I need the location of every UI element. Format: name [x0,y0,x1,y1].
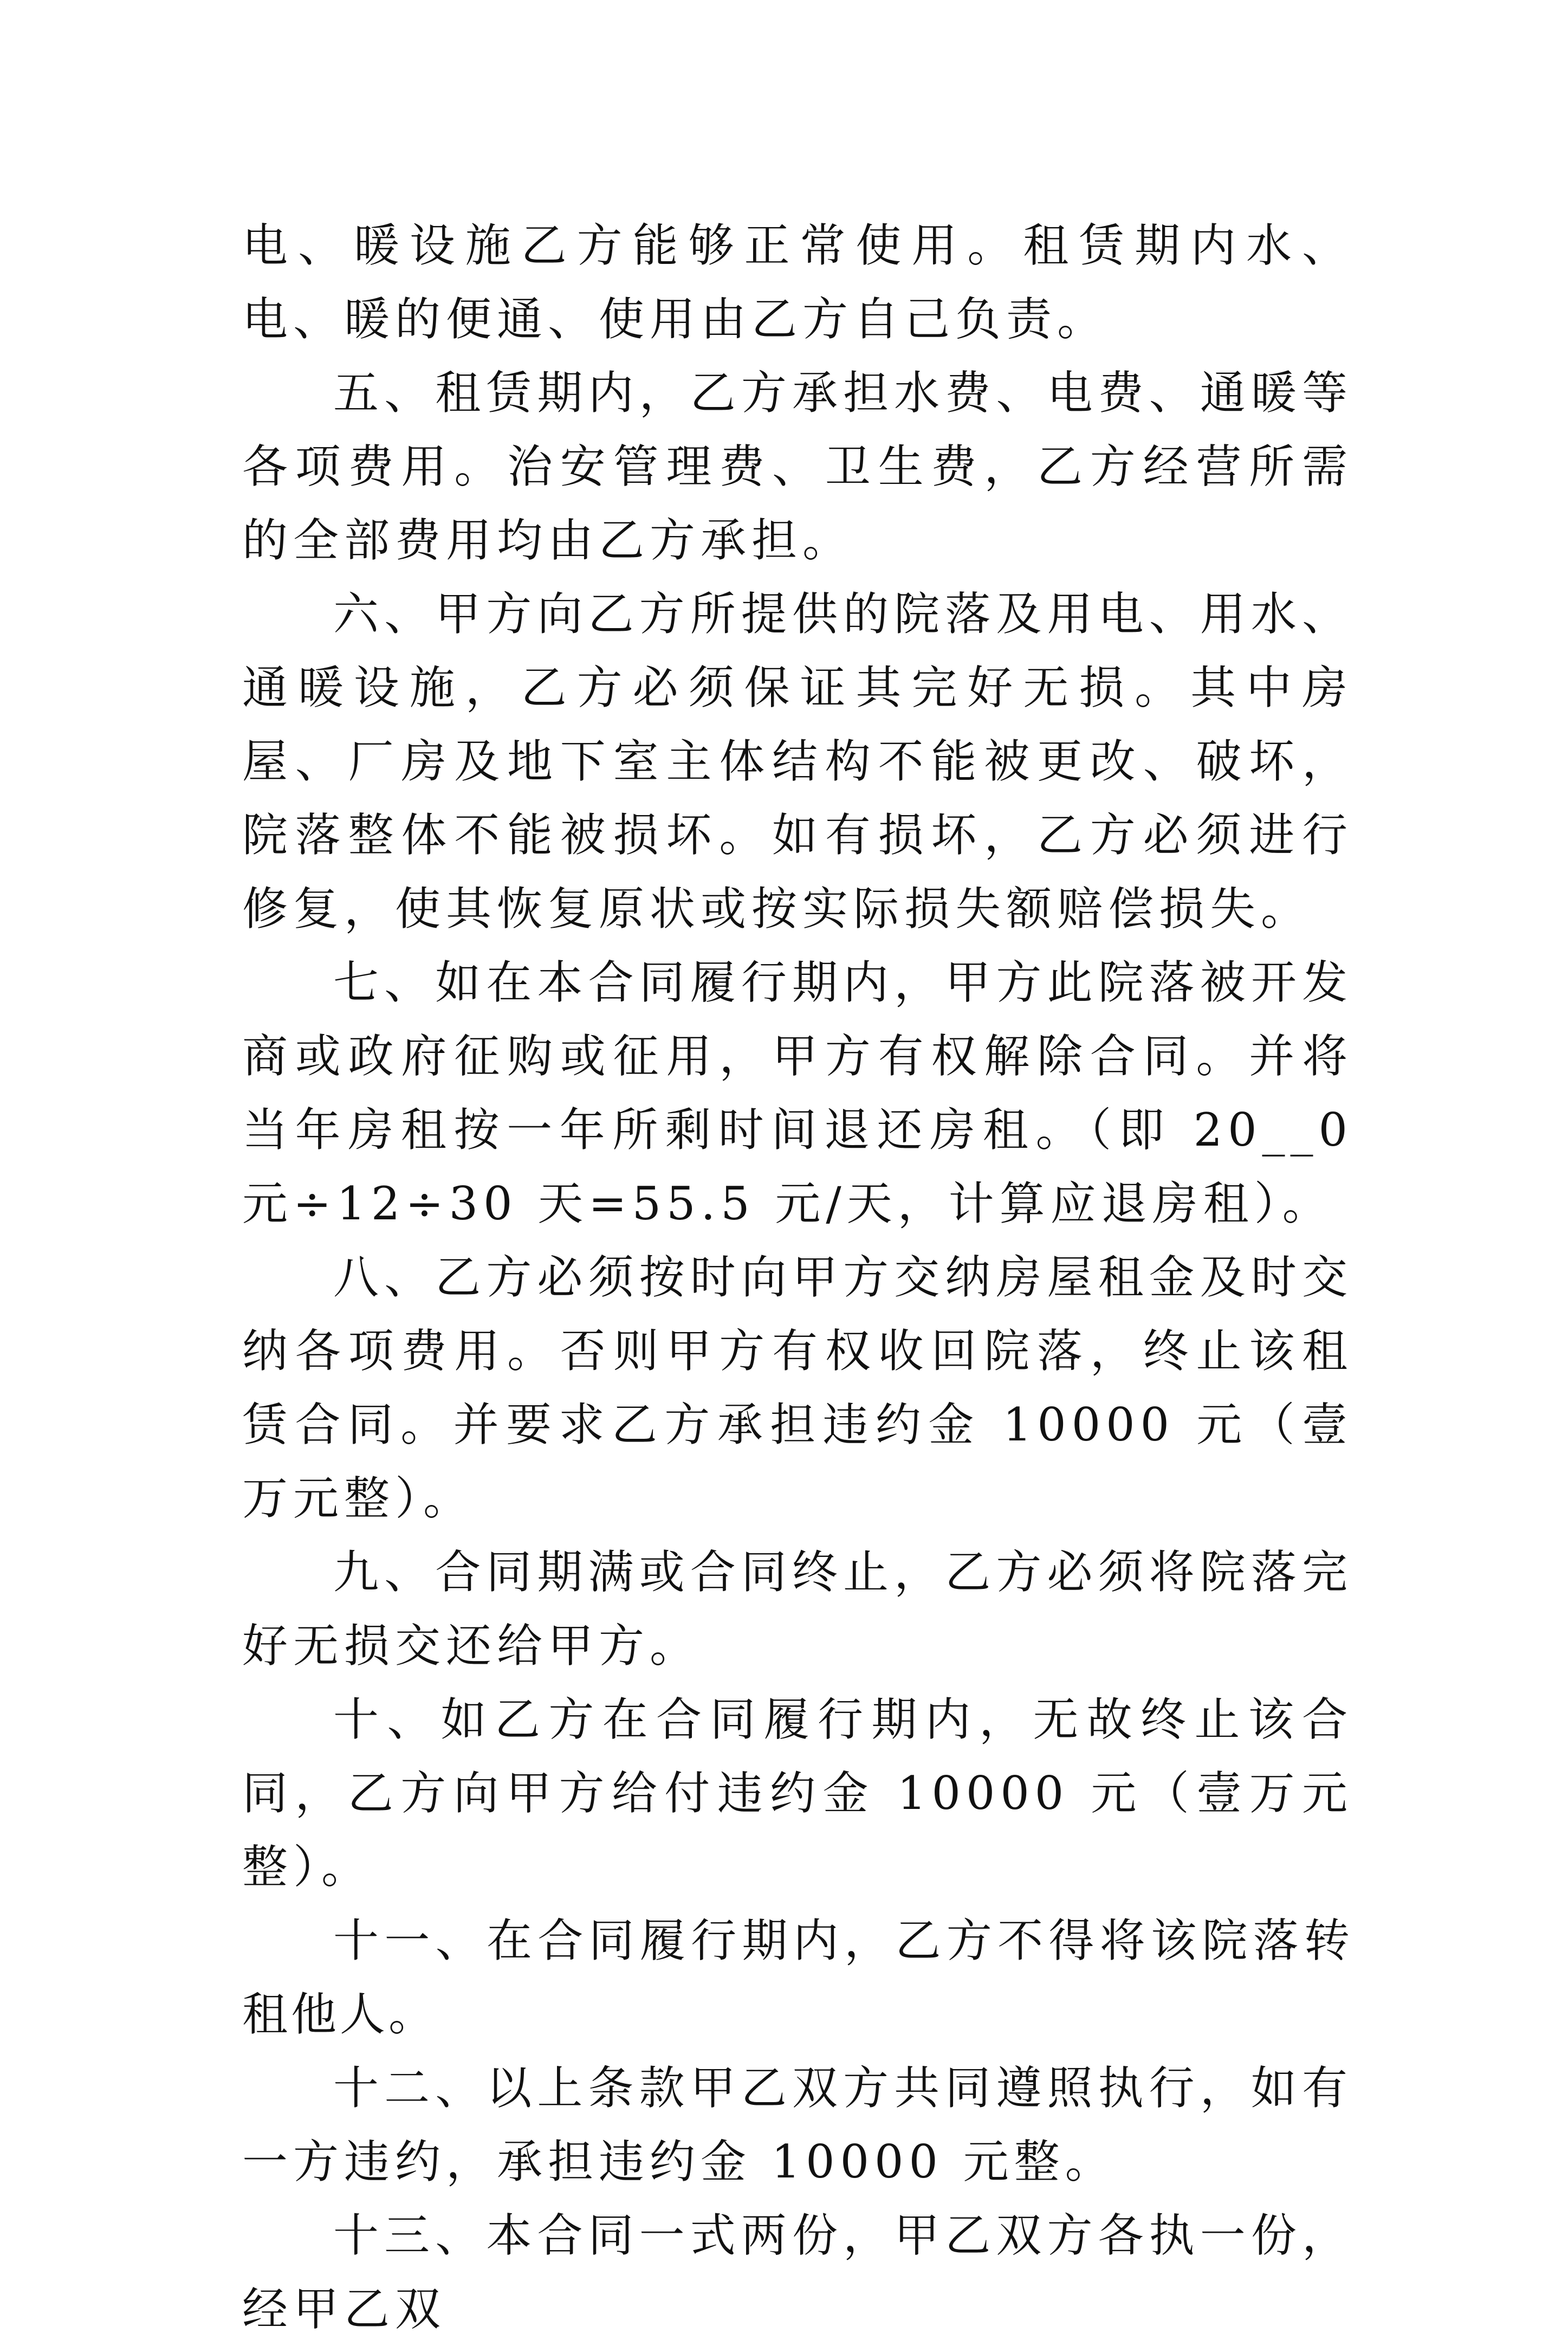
document-body [242,209,1353,2346]
paragraph-clause-12: 十二、以上条款甲乙双方共同遵照执行，如有一方违约，承担违约金 10000 元整。 [242,2061,1353,2188]
paragraph-clause-6: 六、甲方向乙方所提供的院落及用电、用水、通暖设施，乙方必须保证其完好无损。其中房屋、厂房及地下室主体结构不能被更改、破坏，院落整体不能被损坏。如有损坏，乙方必须进行修复，使其恢复原状或按实际损失额赔偿损失。 [242,587,1353,935]
paragraph-clause-11: 十一、在合同履行期内，乙方不得将该院落转租他人。 [242,1914,1353,2041]
paragraph-clause-8: 八、乙方必须按时向甲方交纳房屋租金及时交纳各项费用。否则甲方有权收回院落，终止该租赁合同。并要求乙方承担违约金 10000 元（壹万元整）。 [242,1251,1353,1525]
paragraph-clause-5: 五、租赁期内，乙方承担水费、电费、通暖等各项费用。治安管理费、卫生费，乙方经营所需的全部费用均由乙方承担。 [242,366,1353,567]
paragraph-clause-10: 十、如乙方在合同履行期内，无故终止该合同，乙方向甲方给付违约金 10000 元（壹万元整）。 [242,1693,1353,1893]
paragraph-utilities-continued: 电、暖设施乙方能够正常使用。租赁期内水、电、暖的便通、使用由乙方自己负责。 [242,219,1353,346]
paragraph-clause-13: 十三、本合同一式两份，甲乙双方各执一份，经甲乙双 [242,2209,1353,2336]
paragraph-clause-7: 七、如在本合同履行期内，甲方此院落被开发商或政府征购或征用，甲方有权解除合同。并将当年房租按一年所剩时间退还房租。（即 20__0 元÷12÷30 天=55.5 元/天，计算应退房租）。 [242,956,1353,1230]
paragraph-clause-9: 九、合同期满或合同终止，乙方必须将院落完好无损交还给甲方。 [242,1546,1353,1672]
